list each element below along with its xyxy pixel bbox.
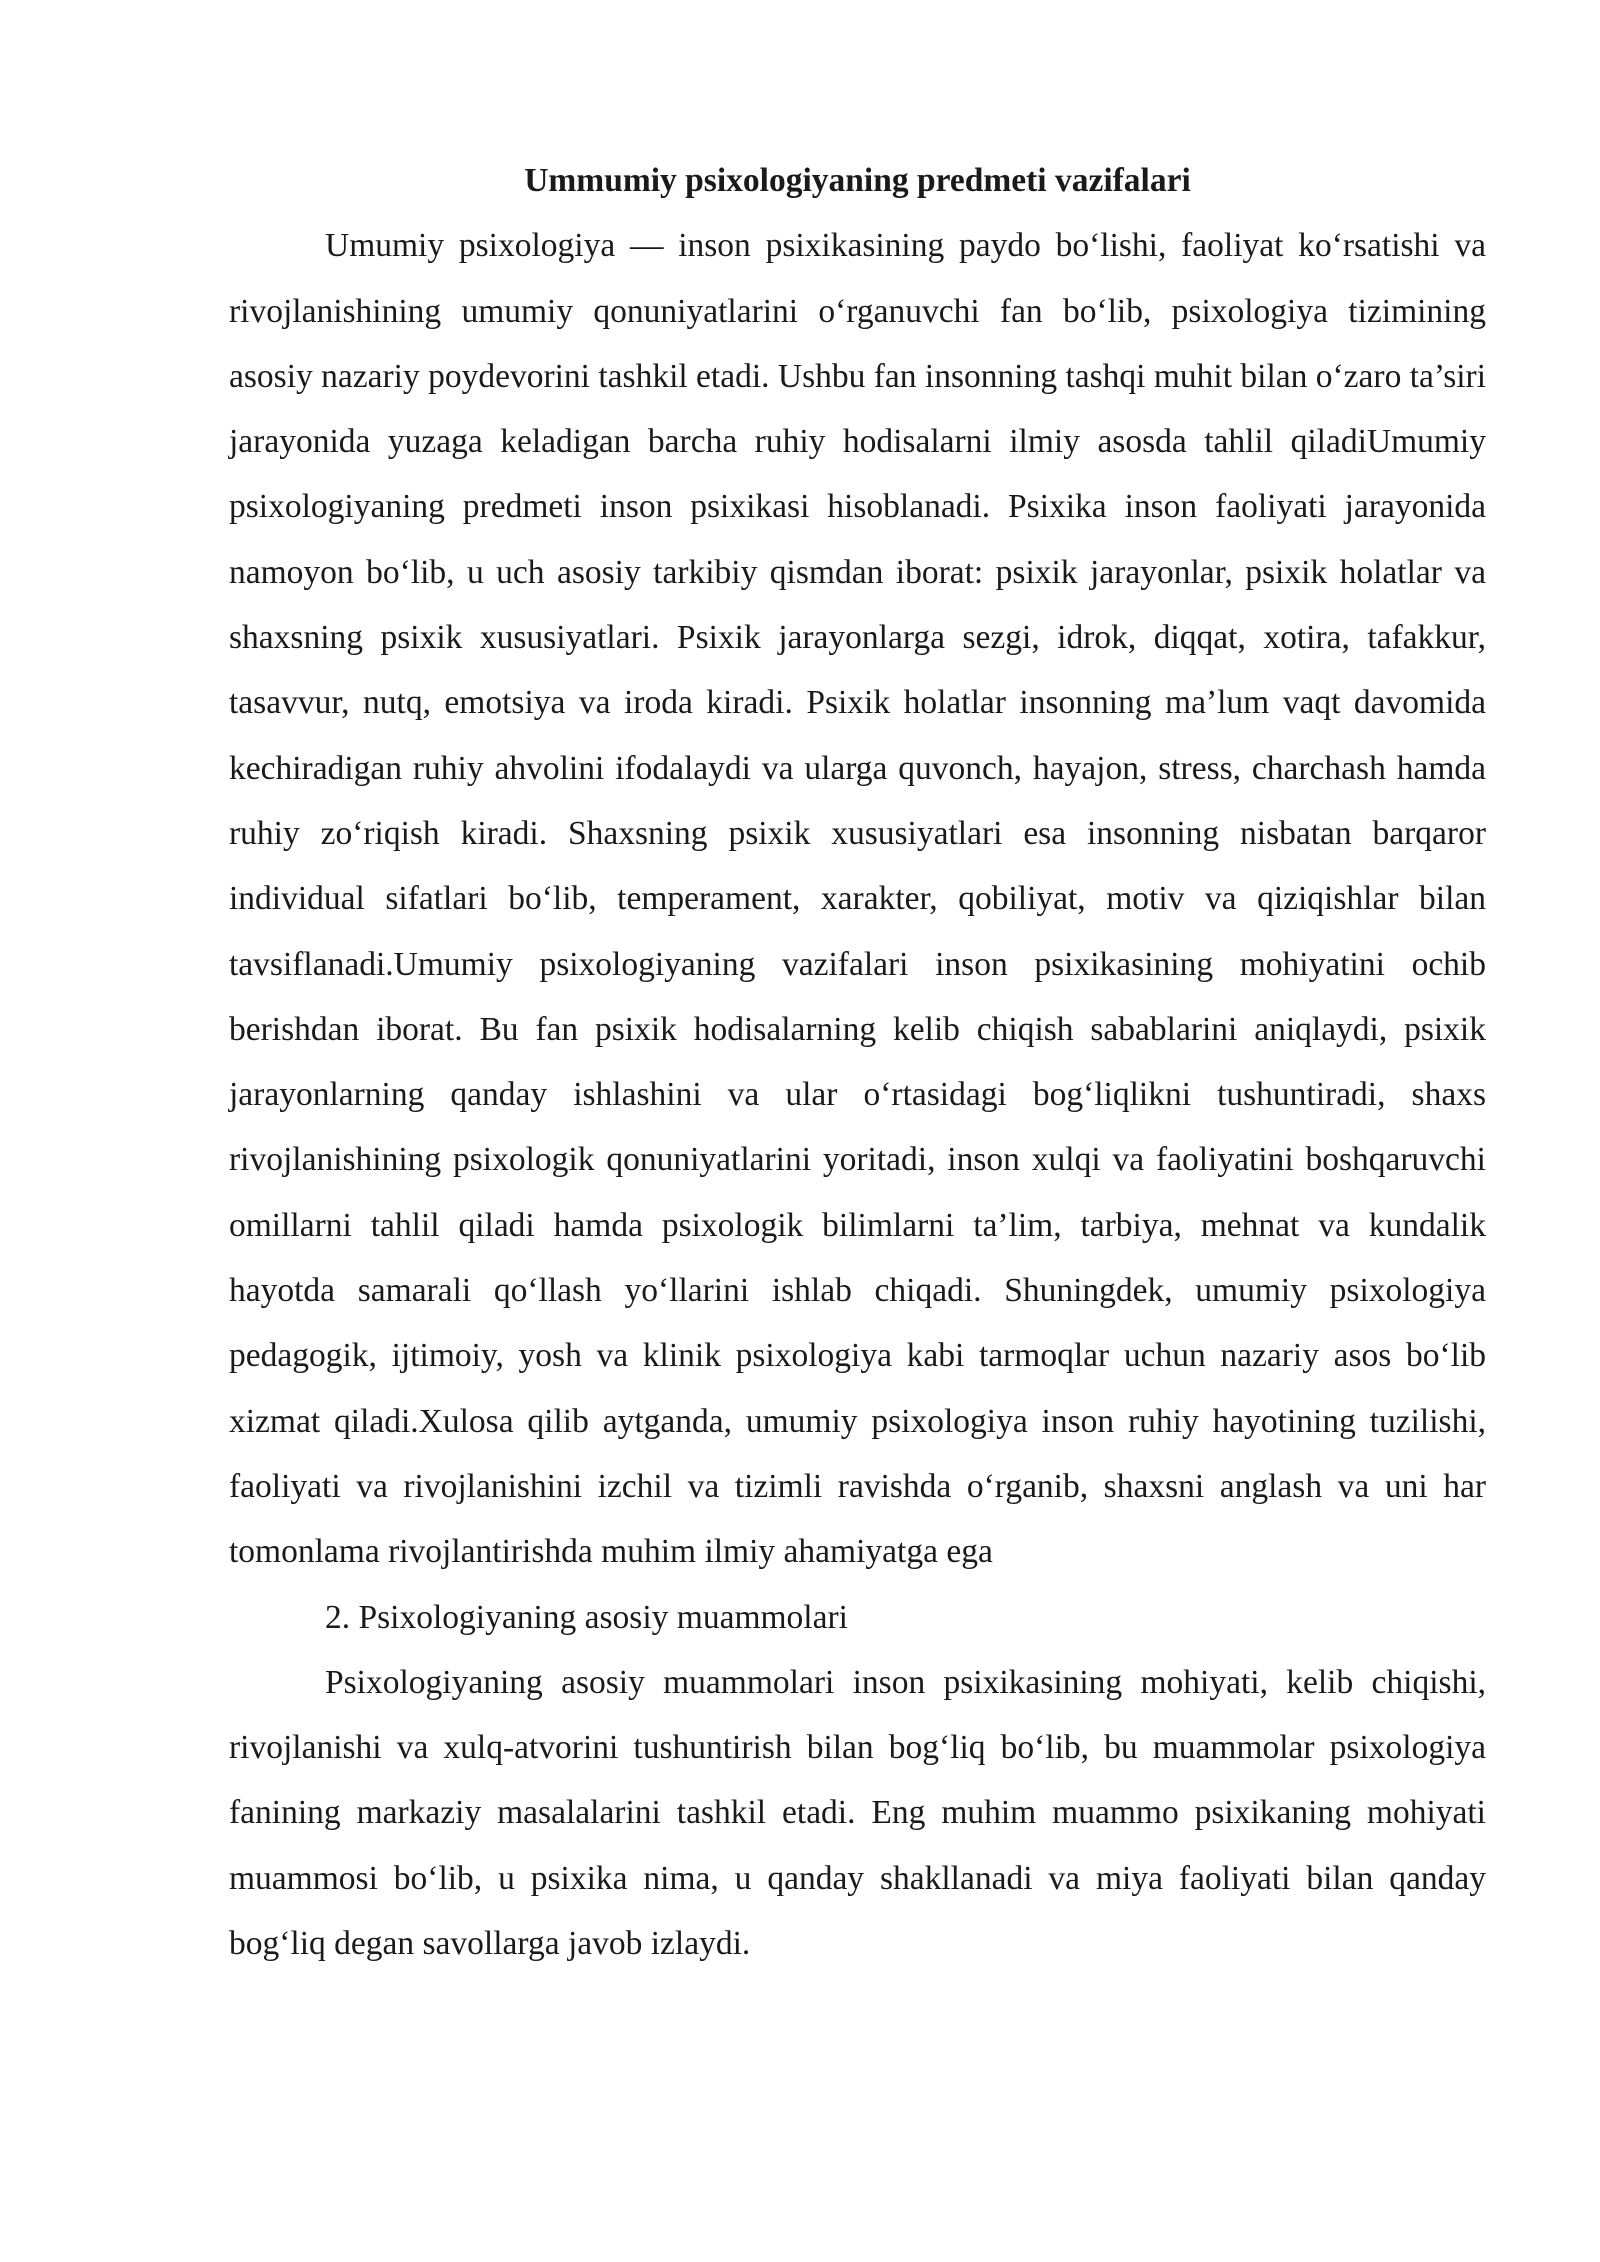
section-heading: 2. Psixologiyaning asosiy muammolari xyxy=(325,1598,848,1636)
paragraph-problems: Psixologiyaning asosiy muammolari inson psixikasining mohiyati, kelib chiqishi, rivojlanishi va xulq-atvorini tushuntirish bilan bog‘liq bo‘lib, bu muammolar psixologiya fanining markaziy masalalarini tashkil etadi. Eng muhim muammo psixikaning mohiyati muammosi bo‘lib, u psixika nima, u qanday shakllanadi va miya faoliyati bilan qanday bog‘liq degan savollarga javob izlaydi. xyxy=(229,1663,1486,1963)
document-title: Ummumiy psixologiyaning predmeti vazifalari xyxy=(524,162,1191,199)
document-body xyxy=(229,148,1486,1976)
paragraph-main: Umumiy psixologiya — inson psixikasining paydo bo‘lishi, faoliyat ko‘rsatishi va rivojlanishining umumiy qonuniyatlarini o‘rganuvchi fan bo‘lib, psixologiya tizimining asosiy nazariy poydevorini tashkil etadi. Ushbu fan insonning tashqi muhit bilan o‘zaro ta’siri jarayonida yuzaga keladigan barcha ruhiy hodisalarni ilmiy asosda tahlil qiladiUmumiy psixologiyaning predmeti inson psixikasi hisoblanadi. Psixika inson faoliyati jarayonida namoyon bo‘lib, u uch asosiy tarkibiy qismdan iborat: psixik jarayonlar, psixik holatlar va shaxsning psixik xususiyatlari. Psixik jarayonlarga sezgi, idrok, diqqat, xotira, tafakkur, tasavvur, nutq, emotsiya va iroda kiradi. Psixik holatlar insonning ma’lum vaqt davomida kechiradigan ruhiy ahvolini ifodalaydi va ularga quvonch, hayajon, stress, charchash hamda ruhiy zo‘riqish kiradi. Shaxsning psixik xususiyatlari esa insonning nisbatan barqaror individual sifatlari bo‘lib, temperament, xarakter, qobiliyat, motiv va qiziqishlar bilan tavsiflanadi.Umumiy psixologiyaning vazifalari inson psixikasining mohiyatini ochib berishdan iborat. Bu fan psixik hodisalarning kelib chiqish sabablarini aniqlaydi, psixik jarayonlarning qanday ishlashini va ular o‘rtasidagi bog‘liqlikni tushuntiradi, shaxs rivojlanishining psixologik qonuniyatlarini yoritadi, inson xulqi va faoliyatini boshqaruvchi omillarni tahlil qiladi hamda psixologik bilimlarni ta’lim, tarbiya, mehnat va kundalik hayotda samarali qo‘llash yo‘llarini ishlab chiqadi. Shuningdek, umumiy psixologiya pedagogik, ijtimoiy, yosh va klinik psixologiya kabi tarmoqlar uchun nazariy asos bo‘lib xizmat qiladi.Xulosa qilib aytganda, umumiy psixologiya inson ruhiy hayotining tuzilishi, faoliyati va rivojlanishini izchil va tizimli ravishda o‘rganib, shaxsni anglash va uni har tomonlama rivojlantirishda muhim ilmiy ahamiyatga ega xyxy=(229,227,1486,1571)
